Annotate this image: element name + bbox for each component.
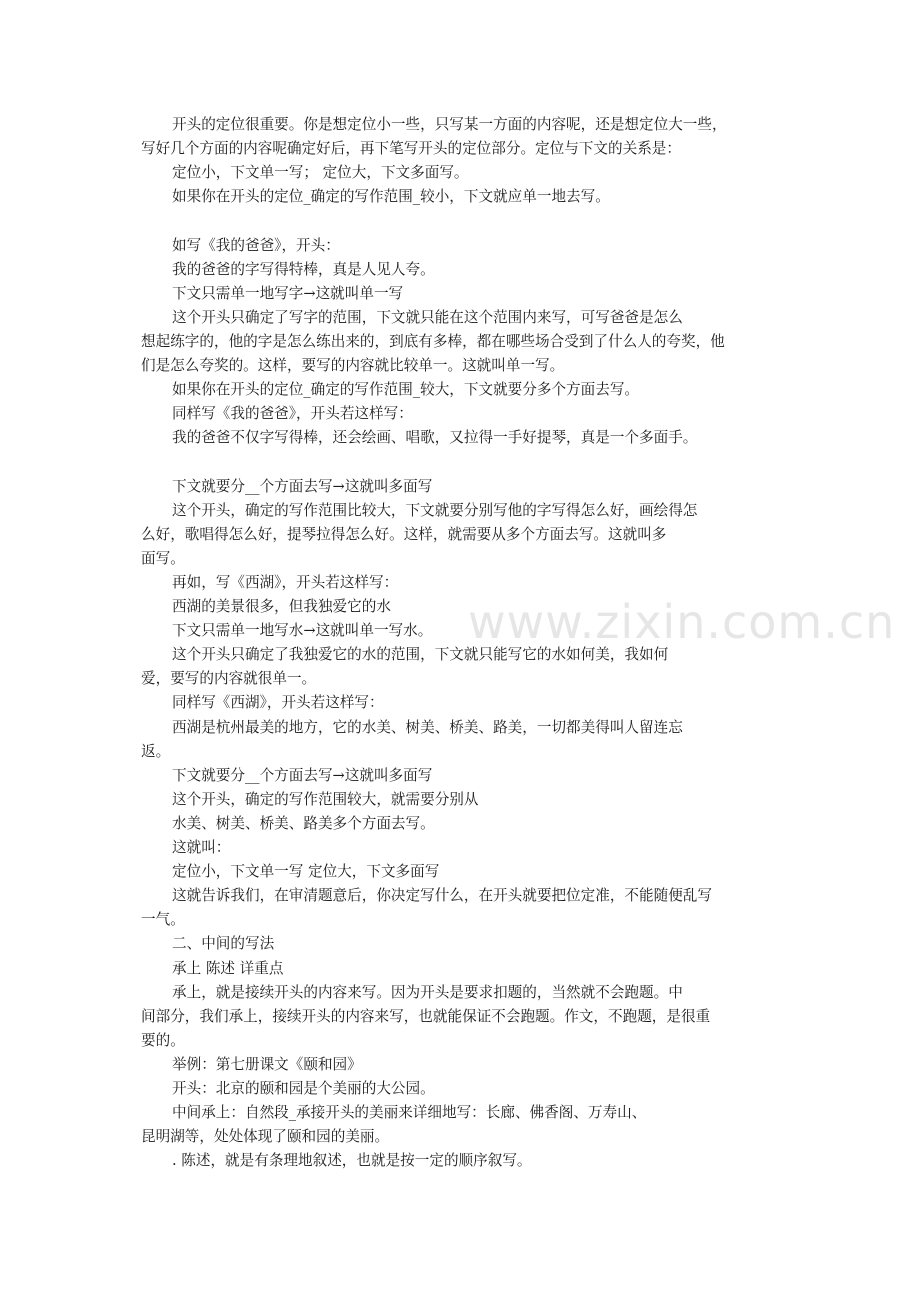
text-line: . 陈述，就是有条理地叙述，也就是按一定的顺序叙写。 <box>172 1152 532 1169</box>
text-line: 这就告诉我们，在审清题意后，你决定写什么，在开头就要把位定准，不能随便乱写 <box>172 887 712 904</box>
text-line: 这个开头只确定了我独爱它的水的范围，下文就只能写它的水如何美，我如何 <box>172 646 669 663</box>
text-line: 我的爸爸的字写得特棒，真是人见人夸。 <box>172 261 435 278</box>
text-line: 二、中间的写法 <box>172 935 275 952</box>
text-line: 举例：第七册课文《颐和园》 <box>172 1056 362 1073</box>
text-line: 定位小，下文单一写； 定位大，下文多面写。 <box>172 164 469 181</box>
text-line: 开头的定位很重要。你是想定位小一些，只写某一方面的内容呢，还是想定位大一些， <box>172 116 727 133</box>
text-line: 同样写《我的爸爸》，开头若这样写： <box>172 405 413 422</box>
text-line <box>141 452 786 474</box>
text-line: 这个开头只确定了写字的范围，下文就只能在这个范围内来写，可写爸爸是怎么 <box>172 309 683 326</box>
text-line: 这就叫： <box>172 839 231 856</box>
text-line: 要的。 <box>141 1032 185 1049</box>
text-line: 们是怎么夸奖的。这样，要写的内容就比较单一。这就叫单一写。 <box>141 357 565 374</box>
text-line: 定位小，下文单一写 定位大，下文多面写 <box>172 863 440 880</box>
text-line: 如果你在开头的定位_确定的写作范围_较大，下文就要分多个方面去写。 <box>172 381 640 398</box>
text-line: 西湖的美景很多，但我独爱它的水 <box>172 598 391 615</box>
text-line: 写好几个方面的内容呢确定好后，再下笔写开头的定位部分。定位与下文的关系是： <box>141 140 681 157</box>
text-line: 承上 陈述 详重点 <box>172 960 284 977</box>
text-line: 一气。 <box>141 911 185 928</box>
text-line: 下文就要分__个方面去写→这就叫多面写 <box>172 767 433 784</box>
text-line: 同样写《西湖》，开头若这样写： <box>172 694 384 711</box>
text-line: 开头：北京的颐和园是个美丽的大公园。 <box>172 1080 435 1097</box>
text-line: 想起练字的，他的字是怎么练出来的，到底有多棒，都在哪些场合受到了什么人的夸奖，他 <box>141 333 725 350</box>
text-line: 这个开头，确定的写作范围比较大，下文就要分别写他的字写得怎么好，画绘得怎 <box>172 502 698 519</box>
text-line: 爱，要写的内容就很单一。 <box>141 670 317 687</box>
text-line: 昆明湖等，处处体现了颐和园的美丽。 <box>141 1128 390 1145</box>
text-line: 如果你在开头的定位_确定的写作范围_较小，下文就应单一地去写。 <box>172 188 610 205</box>
text-line: 如写《我的爸爸》，开头： <box>172 237 340 254</box>
text-line: 下文只需单一地写水→这就叫单一写水。 <box>172 622 433 639</box>
text-line: 水美、树美、桥美、路美多个方面去写。 <box>172 815 435 832</box>
text-line: 西湖是杭州最美的地方，它的水美、树美、桥美、路美，一切都美得叫人留连忘 <box>172 719 683 736</box>
text-line: 间部分，我们承上，接续开头的内容来写，也就能保证不会跑题。作文，不跑题，是很重 <box>141 1008 711 1025</box>
text-line: 这个开头，确定的写作范围较大，就需要分别从 <box>172 791 479 808</box>
text-line: 么好，歌唱得怎么好，提琴拉得怎么好。这样，就需要从多个方面去写。这就叫多 <box>141 526 667 543</box>
watermark: www.zixin.com.cn <box>468 595 896 649</box>
text-line <box>172 211 817 233</box>
text-line: 我的爸爸不仅字写得棒，还会绘画、唱歌，又拉得一手好提琴，真是一个多面手。 <box>172 429 698 446</box>
text-line: 中间承上：自然段_承接开头的美丽来详细地写：长廊、佛香阁、万寿山、 <box>172 1104 647 1121</box>
text-line: 再如，写《西湖》，开头若这样写： <box>172 574 399 591</box>
text-line: 返。 <box>141 743 171 760</box>
text-line: 承上，就是接续开头的内容来写。因为开头是要求扣题的，当然就不会跑题。中 <box>172 984 683 1001</box>
text-line: 下文只需单一地写字→这就叫单一写 <box>172 285 404 302</box>
text-line: 下文就要分__个方面去写→这就叫多面写 <box>172 478 433 495</box>
text-line: 面写。 <box>141 550 185 567</box>
